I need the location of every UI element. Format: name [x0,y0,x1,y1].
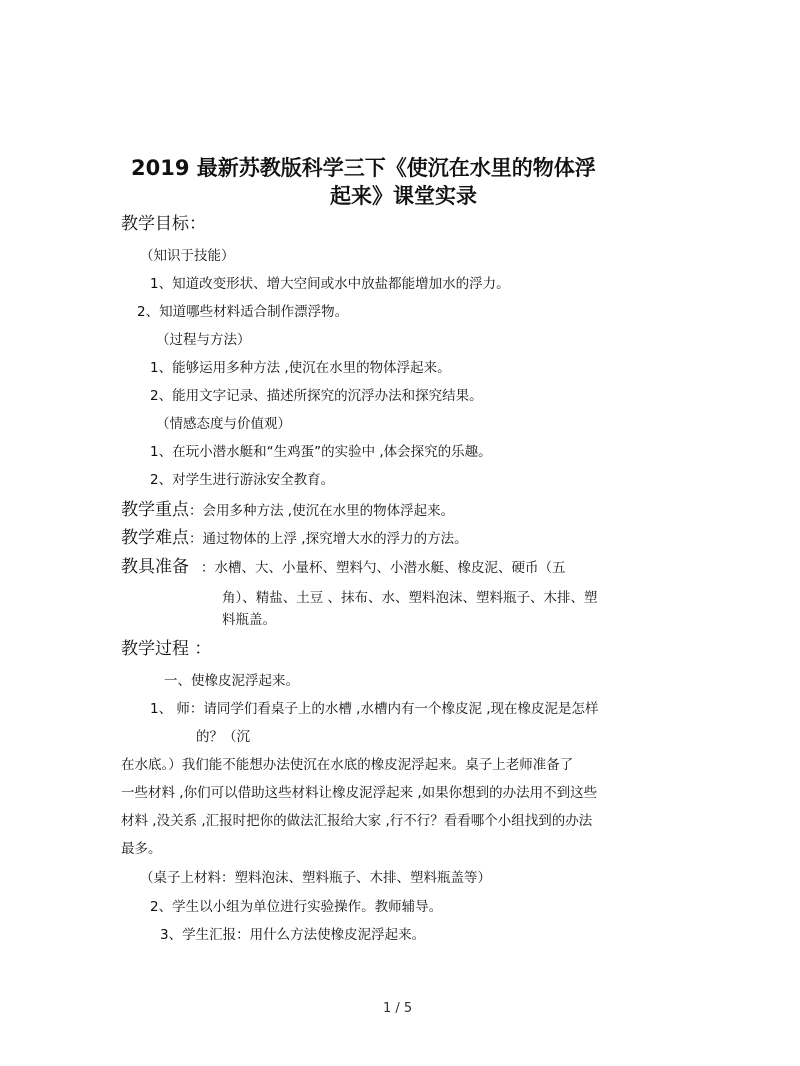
objectives-heading: 教学目标： [121,214,206,234]
difficulty-label: 教学难点 [121,528,189,548]
paragraph-1-line-2: 的？（沉 [196,729,250,745]
tools-label: 教具准备 [121,557,189,577]
section-1-heading: 一、使橡皮泥浮起来。 [164,673,299,689]
key-point-line [121,502,454,519]
paragraph-1-line-4: 一些材料 ,你们可以借助这些材料让橡皮泥浮起来 ,如果你想到的办法用不到这些 [121,785,598,801]
paragraph-1-line-6: 最多。 [121,841,162,857]
materials-note: （桌子上材料：塑料泡沫、塑料瓶子、木排、塑料瓶盖等） [140,870,491,886]
process-item-2: 2、能用文字记录、描述所探究的沉浮办法和探究结果。 [150,388,483,404]
document-title-line-1: 2019 最新苏教版科学三下《使沉在水里的物体浮 [131,156,596,180]
paragraph-1-line-5: 材料 ,没关系 ,汇报时把你的做法汇报给大家 ,行不行？看看哪个小组找到的办法 [121,813,593,829]
process-item-1: 1、能够运用多种方法 ,使沉在水里的物体浮起来。 [150,360,451,376]
tools-text-2: 角）、精盐、土豆 、抹布、水、塑料泡沫、塑料瓶子、木排、塑 [222,590,598,606]
teaching-process-heading: 教学过程 ： [121,639,212,659]
difficulty-line [121,530,468,547]
paragraph-1-line-1: 1、 师：请同学们看桌子上的水槽 ,水槽内有一个橡皮泥 ,现在橡皮泥是怎样 [150,701,599,717]
tools-line [121,559,566,576]
process-heading: （过程与方法） [156,332,251,348]
attitude-item-2: 2、对学生进行游泳安全教育。 [150,472,335,488]
difficulty-text: ：通过物体的上浮 ,探究增大水的浮力的方法。 [189,531,468,547]
step-2: 2、学生以小组为单位进行实验操作。教师辅导。 [150,899,443,915]
attitude-item-1: 1、在玩小潜水艇和“生鸡蛋”的实验中 ,体会探究的乐趣。 [150,444,492,460]
knowledge-item-2: 2、知道哪些材料适合制作漂浮物。 [137,304,349,320]
key-point-text: ：会用多种方法 ,使沉在水里的物体浮起来。 [189,503,455,519]
tools-text-1: ：水槽、大、小量杯、塑料勺、小潜水艇、橡皮泥、硬币（五 [201,560,566,576]
knowledge-item-1: 1、知道改变形状、增大空间或水中放盐都能增加水的浮力。 [150,276,510,292]
page-number: 1 / 5 [383,1001,413,1016]
step-3: 3、学生汇报：用什么方法使橡皮泥浮起来。 [160,927,426,943]
document-title-line-2: 起来》课堂实录 [330,184,477,208]
paragraph-1-line-3: 在水底。）我们能不能想办法使沉在水底的橡皮泥浮起来。桌子上老师准备了 [121,757,574,773]
knowledge-heading: （知识于技能） [140,248,235,264]
tools-text-3: 料瓶盖。 [222,612,276,628]
attitude-heading: （情感态度与价值观） [156,416,291,432]
key-point-label: 教学重点 [121,500,189,520]
